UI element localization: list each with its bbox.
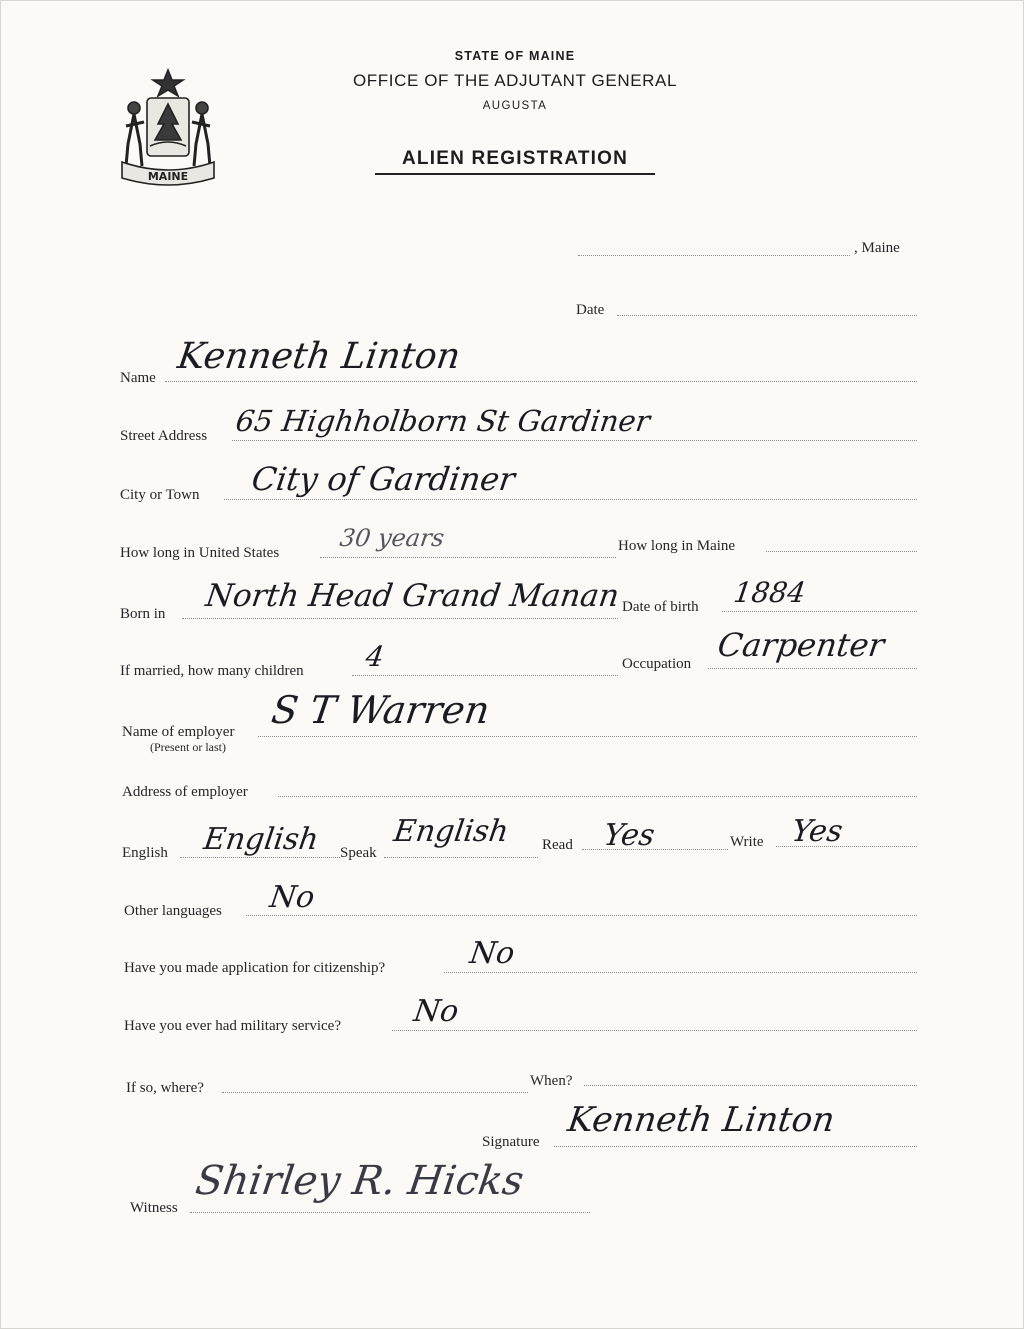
svg-text:MAINE: MAINE [147,170,189,183]
city-line [224,499,917,500]
header-city: AUGUSTA [482,100,548,112]
where-line [222,1092,528,1093]
how-long-us-line [320,557,616,558]
read-entry: Yes [601,818,657,853]
english-label: English [122,845,168,861]
citizenship-line [444,972,917,973]
occupation-label: Occupation [622,656,692,672]
city-label: City or Town [120,487,200,503]
english-entry: English [201,822,321,857]
date-of-birth-line [722,611,917,612]
children-label: If married, how many children [120,663,304,679]
date-line [617,315,917,316]
maine-state-seal [112,66,224,192]
city-entry: City of Gardiner [249,460,518,498]
title-underline [375,173,655,175]
military-label: Have you ever had military service? [124,1018,341,1034]
read-label: Read [542,837,573,853]
citizenship-label: Have you made application for citizenship? [124,960,386,976]
maine-label: , Maine [854,240,900,256]
born-in-line [182,618,618,619]
other-languages-entry: No [267,880,317,915]
speak-label: Speak [340,845,377,861]
born-in-entry: North Head Grand Manan [203,578,622,614]
how-long-us-entry: 30 years [338,524,446,552]
header-office: OFFICE OF THE ADJUTANT GENERAL [352,71,678,90]
signature-entry: Kenneth Linton [565,1100,838,1140]
employer-address-line [278,796,917,797]
street-address-entry: 65 Highholborn St Gardiner [233,404,653,438]
employer-label: Name of employer [122,724,235,740]
when-line [584,1085,917,1086]
military-line [392,1030,917,1031]
employer-line [258,736,917,737]
children-entry: 4 [363,640,387,673]
date-of-birth-label: Date of birth [622,599,699,615]
town-line [578,255,850,256]
citizenship-entry: No [467,936,517,971]
date-of-birth-entry: 1884 [731,576,808,609]
header-state: STATE OF MAINE [454,49,576,63]
street-address-line [232,440,917,441]
children-line [352,675,618,676]
occupation-entry: Carpenter [715,626,887,664]
speak-line [384,857,538,858]
how-long-maine-line [766,551,917,552]
employer-address-label: Address of employer [122,784,248,800]
other-languages-line [246,915,917,916]
military-entry: No [411,994,461,1029]
how-long-us-label: How long in United States [120,545,280,561]
date-label: Date [576,302,605,318]
employer-entry: S T Warren [268,688,493,732]
signature-label: Signature [482,1134,540,1150]
witness-line [190,1212,590,1213]
how-long-maine-label: How long in Maine [618,538,736,554]
name-line [165,381,917,382]
name-entry: Kenneth Linton [175,336,463,377]
born-in-label: Born in [120,606,166,622]
street-address-label: Street Address [120,428,208,444]
write-label: Write [730,834,764,850]
speak-entry: English [391,814,511,849]
other-languages-label: Other languages [124,903,222,919]
signature-line [554,1146,917,1147]
when-label: When? [530,1073,573,1089]
where-label: If so, where? [126,1080,204,1096]
occupation-line [708,668,917,669]
name-label: Name [120,370,156,386]
employer-sublabel: (Present or last) [150,740,226,754]
witness-label: Witness [130,1200,178,1216]
write-entry: Yes [789,814,845,849]
english-line [180,857,340,858]
form-title: ALIEN REGISTRATION [401,148,629,169]
witness-entry: Shirley R. Hicks [192,1158,527,1204]
